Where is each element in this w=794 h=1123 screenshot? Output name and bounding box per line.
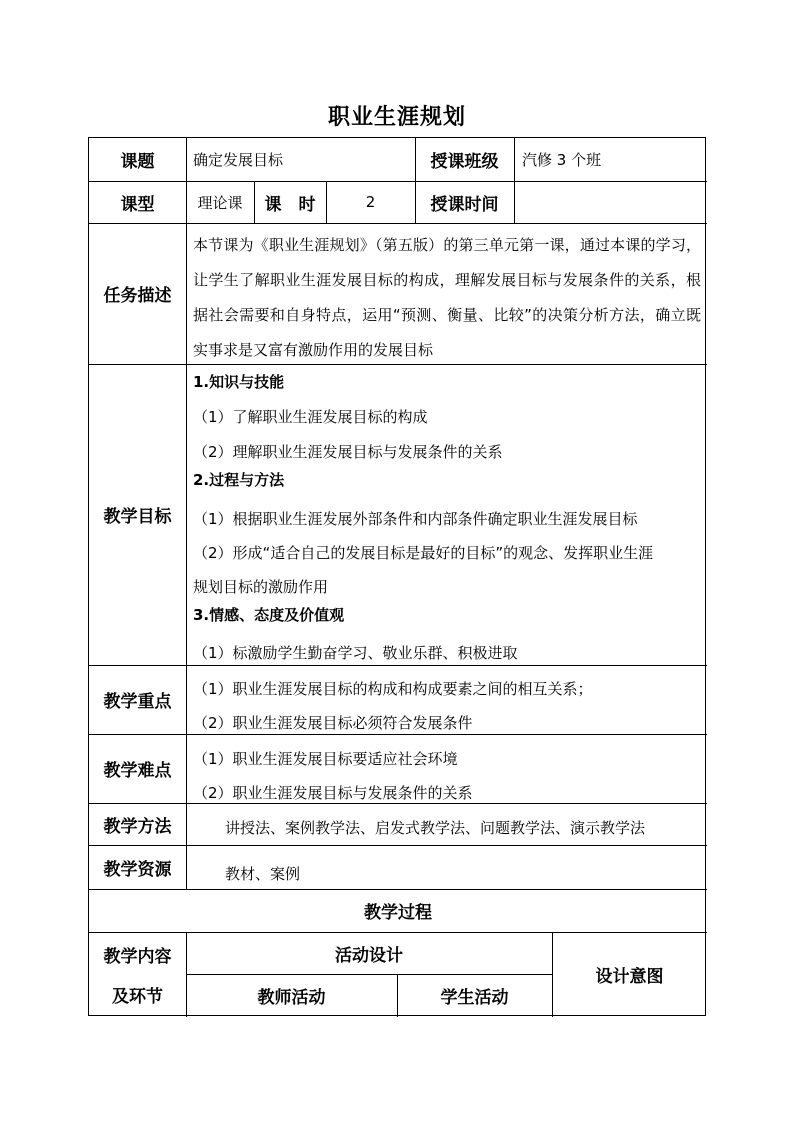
objectives-label: 教学目标 <box>103 507 172 527</box>
objectives-heading-1: 1.知识与技能 <box>193 373 285 391</box>
document-title: 职业生涯规划 <box>327 105 466 130</box>
time-value <box>522 181 702 223</box>
objective-item: （2）形成“适合自己的发展目标是最好的目标”的观念、发挥职业生涯 <box>193 544 654 562</box>
lesson-plan-table <box>88 137 706 1016</box>
design-intent-header: 设计意图 <box>595 967 664 987</box>
objective-item-continued: 规划目标的激励作用 <box>193 578 329 596</box>
hours-value: 2 <box>365 193 376 211</box>
methods-value: 讲授法、案例教学法、启发式教学法、问题教学法、演示教学法 <box>225 818 646 837</box>
objectives-heading-2: 2.过程与方法 <box>193 471 285 489</box>
content-label <box>89 932 186 1017</box>
methods-label: 教学方法 <box>103 816 172 837</box>
difficulties-label: 教学难点 <box>103 761 172 781</box>
objective-item: （1）根据职业生涯发展外部条件和内部条件确定职业生涯发展目标 <box>193 510 638 528</box>
objective-item: （2）理解职业生涯发展目标与发展条件的关系 <box>193 443 503 461</box>
class-value: 汽修 3 个班 <box>522 151 602 169</box>
difficulty-item: （1）职业生涯发展目标要适应社会环境 <box>193 750 458 768</box>
task-description: 本节课为《职业生涯规划》（第五版）的第三单元第一课，通过本课的学习，让学生了解职业生涯发展目标的构成，理解发展目标与发展条件的关系，根据社会需要和自身特点，运用“预测、衡量、比较”的决策分析方法，确立既实事求是又富有激励作用的发展目标 <box>193 236 701 359</box>
topic-label: 课题 <box>120 152 155 172</box>
content-label-line-2: 及环节 <box>112 987 163 1007</box>
class-label: 授课班级 <box>430 152 499 172</box>
objective-item: （1）标激励学生勤奋学习、敬业乐群、积极进取 <box>193 644 518 662</box>
content-label-line-1: 教学内容 <box>103 947 172 967</box>
difficulty-item: （2）职业生涯发展目标与发展条件的关系 <box>193 784 473 802</box>
resources-label: 教学资源 <box>103 859 172 880</box>
type-value: 理论课 <box>197 193 243 212</box>
task-label: 任务描述 <box>103 286 172 306</box>
topic-value: 确定发展目标 <box>193 151 284 169</box>
activity-design-header: 活动设计 <box>335 945 403 966</box>
teacher-activity-header: 教师活动 <box>257 988 326 1008</box>
type-label: 课型 <box>120 194 155 215</box>
hours-label: 课 时 <box>264 194 316 215</box>
process-heading: 教学过程 <box>364 903 432 923</box>
objective-item: （1）了解职业生涯发展目标的构成 <box>193 408 428 426</box>
key-points-label: 教学重点 <box>103 692 172 712</box>
key-point-item: （1）职业生涯发展目标的构成和构成要素之间的相互关系； <box>193 680 593 698</box>
time-label: 授课时间 <box>430 194 499 215</box>
objectives-heading-3: 3.情感、态度及价值观 <box>193 606 345 624</box>
student-activity-header: 学生活动 <box>440 988 509 1008</box>
key-point-item: （2）职业生涯发展目标必须符合发展条件 <box>193 714 473 732</box>
resources-value: 教材、案例 <box>225 864 301 883</box>
